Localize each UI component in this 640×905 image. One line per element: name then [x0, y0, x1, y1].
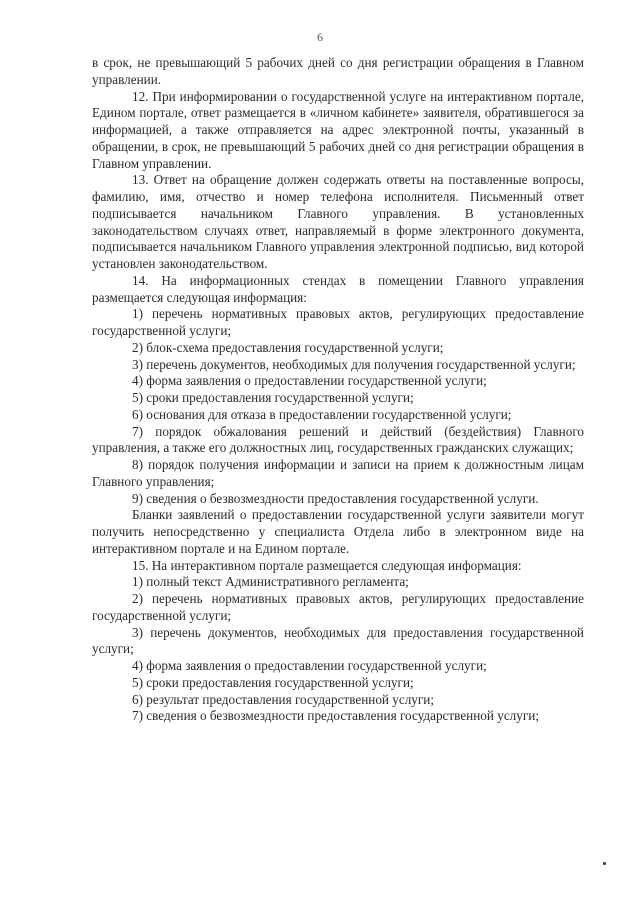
list-item: 7) сведения о безвозмездности предоставления государственной услуги; [132, 708, 539, 724]
paragraph-continuation: в срок, не превышающий 5 рабочих дней со дня регистрации обращения в Главном управлении. [92, 55, 584, 87]
list-item: 3) перечень документов, необходимых для предоставления государственной услуги; [92, 624, 584, 657]
list-item: 1) полный текст Административного регламента; [132, 574, 409, 590]
paragraph-14: 14. На информационных стендах в помещении Главного управления размещается следующая информация: [92, 272, 584, 305]
page-number: 6 [317, 30, 323, 44]
list-item: 6) основания для отказа в предоставлении государственной услуги; [132, 406, 512, 422]
paragraph-forms: Бланки заявлений о предоставлении государственной услуги заявители могут получить непосредственно у специалиста Отдела либо в электронном виде на интерактивном портале и на Едином портале. [92, 507, 584, 556]
list-item: 5) сроки предоставления государственной услуги; [132, 390, 414, 405]
list-item: 7) порядок обжалования решений и действий (бездействия) Главного управления, а также его должностных лиц, государственных гражданских служащих; [92, 423, 584, 456]
scan-speck [603, 862, 606, 865]
paragraph-12: 12. При информировании о государственной услуге на интерактивном портале, Едином портале, ответ размещается в «личном кабинете» заявителя, обратившегося за информацией, а также отправляется на адрес электронной почты, указанный в обращении, в срок, не превышающий 5 рабочих дней со дня регистрации обращения в Главном управлении. [92, 88, 584, 171]
document-body [92, 55, 584, 725]
list-item: 2) перечень нормативных правовых актов, регулирующих предоставление государственной услуги; [92, 591, 584, 623]
list-item: 4) форма заявления о предоставлении государственной услуги; [132, 658, 487, 673]
list-item: 2) блок-схема предоставления государственной услуги; [132, 339, 444, 355]
list-item: 8) порядок получения информации и записи на прием к должностным лицам Главного управления; [92, 457, 584, 489]
paragraph-15: 15. На интерактивном портале размещается следующая информация: [132, 557, 522, 573]
list-item: 5) сроки предоставления государственной услуги; [132, 674, 414, 690]
list-item: 9) сведения о безвозмездности предоставления государственной услуги. [132, 490, 539, 506]
paragraph-13: 13. Ответ на обращение должен содержать ответы на поставленные вопросы, фамилию, имя, отчество и номер телефона исполнителя. Письменный ответ подписывается начальником Главного управления. В установленных законодательством случаях ответ, направляемый в форме электронного документа, подписывается начальником Главного управления электронной подписью, вид которой установлен законодательством. [92, 172, 584, 271]
list-item: 1) перечень нормативных правовых актов, регулирующих предоставление государственной услуги; [92, 306, 584, 338]
list-item: 3) перечень документов, необходимых для получения государственной услуги; [132, 356, 576, 372]
list-item: 6) результат предоставления государственной услуги; [132, 691, 435, 707]
list-item: 4) форма заявления о предоставлении государственной услуги; [132, 373, 487, 389]
